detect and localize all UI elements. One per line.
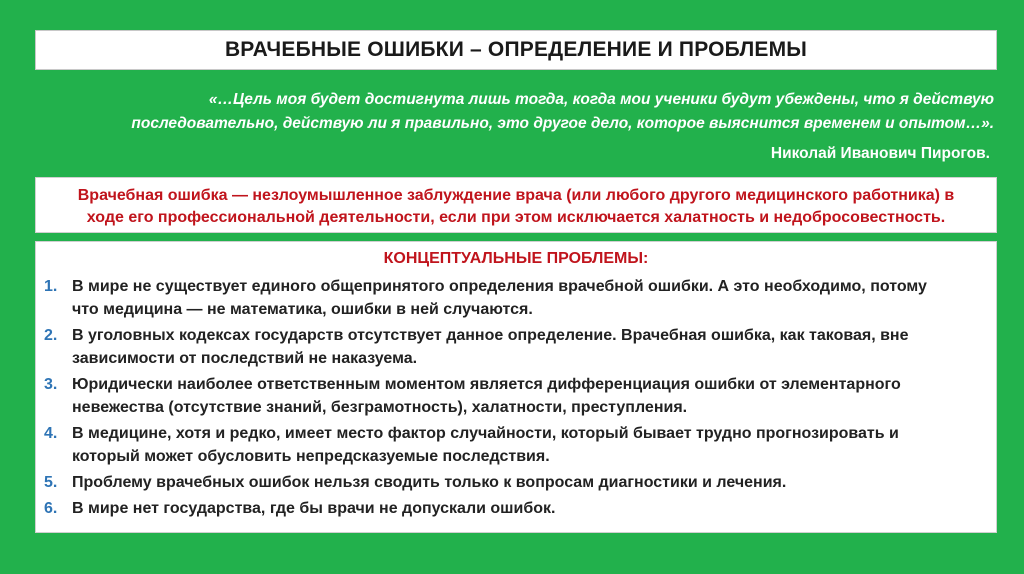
list-item [36,373,996,419]
definition-text [48,185,984,229]
definition-box [35,177,997,233]
list-item [36,275,996,321]
list-item-number: 2. [44,327,58,344]
list-item-number: 5. [44,474,58,491]
title-box [35,30,997,70]
list-item-line-2: невежества (отсутствие знаний, безграмотность), халатности, преступления. [72,399,688,416]
quote-author: Николай Иванович Пирогов. [770,145,990,162]
quote-line-2: последовательно, действую ли я правильно, это другое дело, которое выяснится временем и опытом…». [131,115,994,132]
definition-line-1: Врачебная ошибка — незлоумышленное заблуждение врача (или любого другого медицинского работника) в [77,187,955,204]
list-item-line-1: Проблему врачебных ошибок нельзя сводить только к вопросам диагностики и лечения. [72,474,787,491]
list-item-line-1: Юридически наиболее ответственным моментом является дифференциация ошибки от элементарного [72,376,901,393]
problem-list [36,275,996,523]
list-item-number: 1. [44,278,58,295]
quote-line-1: «…Цель моя будет достигнута лишь тогда, когда мои ученики будут убеждены, что я действую [208,91,994,108]
quote [40,88,994,136]
list-item-line-2: зависимости от последствий не наказуема. [72,350,418,367]
list-item [36,471,996,494]
list-item-line-2: что медицина — не математика, ошибки в ней случаются. [72,301,533,318]
list-item [36,422,996,468]
list-item [36,324,996,370]
list-item-number: 6. [44,500,58,517]
problems-box [35,241,997,533]
list-item-number: 4. [44,425,58,442]
list-item-line-1: В мире не существует единого общепринятого определения врачебной ошибки. А это необходимо, потому [72,278,927,295]
list-item-line-1: В медицине, хотя и редко, имеет место фактор случайности, который бывает трудно прогнозировать и [72,425,899,442]
problems-heading: КОНЦЕПТУАЛЬНЫЕ ПРОБЛЕМЫ: [383,250,649,267]
page-title: ВРАЧЕБНЫЕ ОШИБКИ – ОПРЕДЕЛЕНИЕ И ПРОБЛЕМЫ [224,38,808,61]
list-item [36,497,996,520]
list-item-line-1: В уголовных кодексах государств отсутствует данное определение. Врачебная ошибка, как таковая, вне [72,327,909,344]
definition-line-2: ходе его профессиональной деятельности, если при этом исключается халатность и недобросовестность. [86,209,946,226]
list-item-number: 3. [44,376,58,393]
list-item-line-2: который может обусловить непредсказуемые последствия. [72,448,550,465]
list-item-line-1: В мире нет государства, где бы врачи не допускали ошибок. [72,500,556,517]
